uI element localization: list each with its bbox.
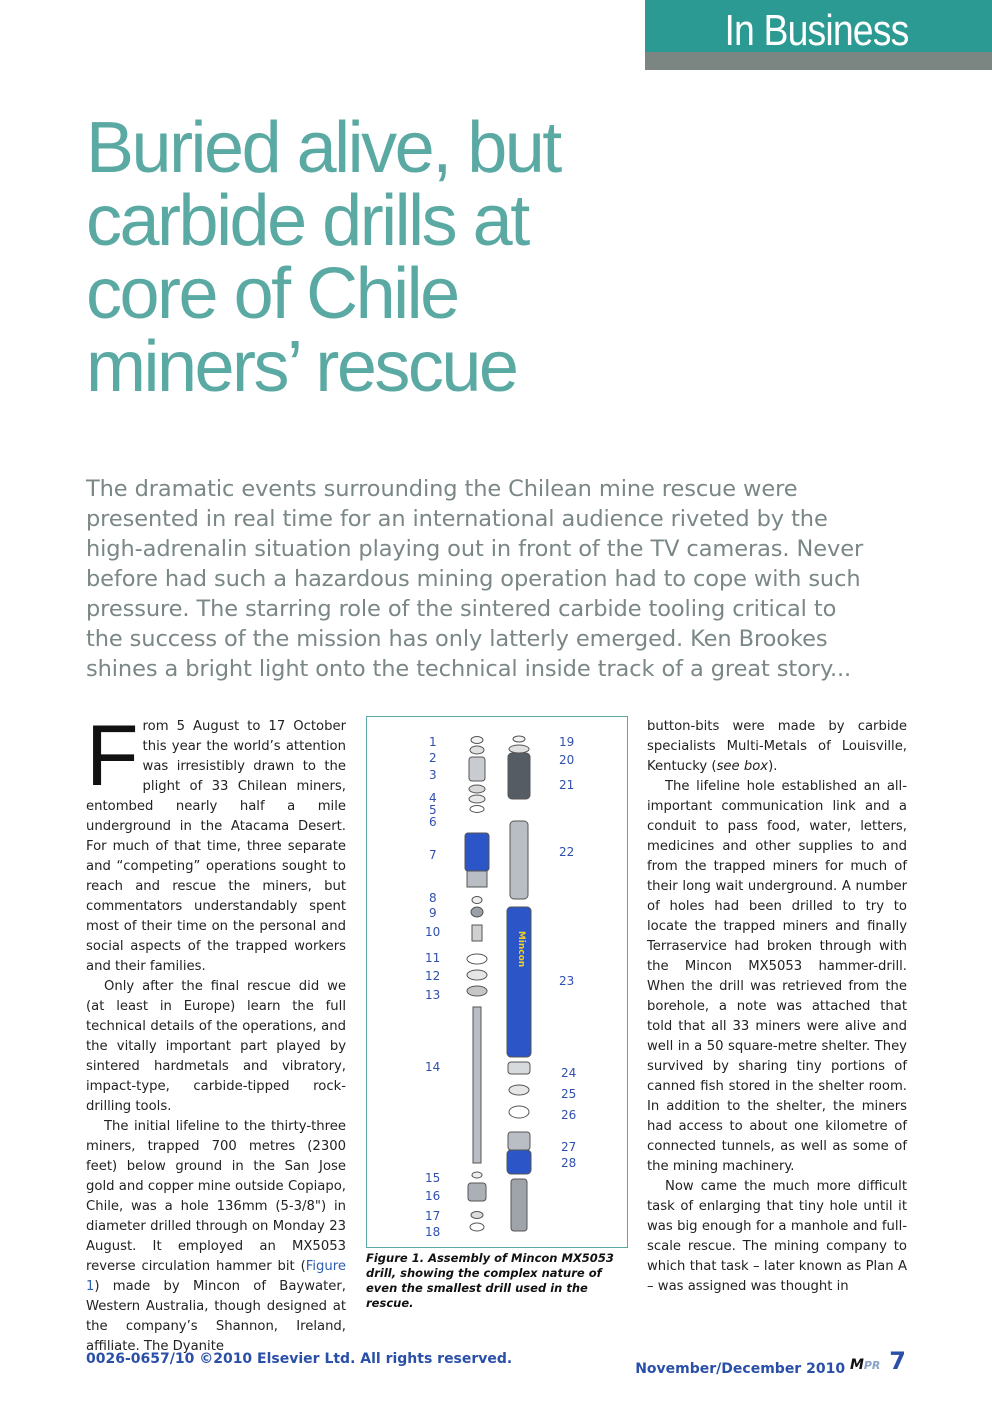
brand-label: Mincon <box>516 930 526 968</box>
part-label: 9 <box>429 906 437 920</box>
part-label: 15 <box>425 1171 441 1185</box>
part-label: 11 <box>425 951 441 965</box>
mpr-logo-pr: PR <box>863 1359 881 1372</box>
drop-cap: F <box>86 708 139 804</box>
part-3 <box>469 757 485 781</box>
standfirst-line: before had such a hazardous mining operation had to cope with such <box>86 566 861 592</box>
standfirst-line: the success of the mission has only latterly emerged. Ken Brookes <box>86 626 828 652</box>
standfirst-line: shines a bright light onto the technical inside track of a great story... <box>86 656 852 682</box>
part-label: 25 <box>561 1087 577 1101</box>
part-18 <box>470 1223 484 1231</box>
paragraph-text: ) made by Mincon of Baywater, Western Australia, though designed at the company’s Shannon, Ireland, affiliate. The Dyanite <box>86 1279 346 1354</box>
part-label: 2 <box>429 751 437 765</box>
part-24 <box>508 1062 530 1074</box>
standfirst-line: presented in real time for an international audience riveted by the <box>86 506 828 532</box>
body-paragraph: Only after the final rescue did we (at least in Europe) learn the full technical details of the operations, and the vitally important part played by sintered hardmetals and vibratory, impact-type, carbide-tipped rock-drilling tools. <box>86 979 346 1114</box>
figure-link[interactable]: Figure 1 <box>86 1259 346 1294</box>
part-14-tube <box>473 1007 481 1163</box>
part-label: 24 <box>561 1066 577 1080</box>
part-17 <box>471 1212 483 1219</box>
part-5 <box>469 795 485 803</box>
page-number: 7 <box>889 1347 906 1375</box>
part-12 <box>467 970 487 980</box>
part-label: 23 <box>559 974 575 988</box>
part-25 <box>509 1085 529 1095</box>
title-line: core of Chile <box>86 254 458 334</box>
title-line: miners’ rescue <box>86 327 517 407</box>
part-label: 27 <box>561 1140 577 1154</box>
part-9 <box>471 907 483 917</box>
part-label: 14 <box>425 1060 441 1074</box>
part-27 <box>508 1132 530 1150</box>
drill-bit <box>511 1179 527 1231</box>
title-line: carbide drills at <box>86 181 528 261</box>
part-label: 12 <box>425 969 441 983</box>
part-label: 28 <box>561 1156 577 1170</box>
part-label: 26 <box>561 1108 577 1122</box>
body-paragraph: The lifeline hole established an all-important communication link and a conduit to pass food, water, letters, medicines and other supplies to and from the trapped miners for much of their long wait underground. A number of holes had been drilled to try to locate the trapped miners and finally Terraservice had broken through with the Mincon MX5053 hammer-drill. When the drill was retrieved from the borehole, a note was attached that told that all 33 miners were alive and well in a 50 square-metre shelter. They survived by sharing tiny portions of canned fish stored in the shelter room. In addition to the shelter, the miners had access to about one kilometre of connected tunnels, as well as some of the mining machinery. <box>647 779 907 1174</box>
paragraph-text: rom 5 August to 17 October this year the world’s attention was irresistibly drawn to the plight of 33 Chilean miners, entombed nearly half a mile underground in the Atacama Desert. For much of that time, three separate and “competing” operations sought to reach and rescue the miners, but commentators understandably spent most of their time on the personal and social aspects of the trapped workers and their families. <box>86 719 346 974</box>
part-label: 10 <box>425 925 441 939</box>
body-paragraph <box>86 708 346 977</box>
part-label: 17 <box>425 1209 441 1223</box>
part-7-blue-sub <box>465 833 489 871</box>
part-28 <box>507 1150 531 1174</box>
drill-assembly-diagram <box>367 717 627 1247</box>
part-22 <box>510 821 528 899</box>
part-19 <box>513 736 525 742</box>
part-8 <box>472 897 482 904</box>
part-16 <box>468 1183 486 1201</box>
part-label: 22 <box>559 845 575 859</box>
body-column-3 <box>647 717 907 1297</box>
part-26 <box>509 1106 529 1118</box>
standfirst <box>86 474 906 684</box>
standfirst-line: pressure. The starring role of the sintered carbide tooling critical to <box>86 596 837 622</box>
part-4 <box>469 785 485 793</box>
part-11 <box>467 954 487 964</box>
part-label: 18 <box>425 1225 441 1239</box>
part-label: 19 <box>559 735 575 749</box>
part-label: 20 <box>559 753 575 767</box>
body-paragraph <box>647 717 907 777</box>
box-reference: see box <box>716 759 769 774</box>
figure-1 <box>366 716 628 1248</box>
part-label: 13 <box>425 988 441 1002</box>
part-6 <box>470 806 484 813</box>
part-label: 6 <box>429 815 437 829</box>
part-20 <box>509 745 529 753</box>
right-part-stack <box>507 736 531 1231</box>
part-label: 5 <box>429 803 437 817</box>
part-23-hammer-body <box>507 907 531 1057</box>
part-label: 1 <box>429 735 437 749</box>
issue-date: November/December 2010 <box>635 1361 846 1377</box>
article-title <box>86 108 646 407</box>
section-tab <box>645 0 992 70</box>
page-footer <box>635 1347 906 1375</box>
part-10 <box>472 925 482 941</box>
body-paragraph: Now came the much more difficult task of enlarging that tiny hole until it was big enough for a manhole and full-scale rescue. The mining company to which that task – later known as Plan A – was assigned was thought in <box>647 1179 907 1294</box>
left-part-stack <box>465 737 489 1232</box>
section-label: In Business <box>724 6 908 55</box>
part-2 <box>470 746 484 754</box>
paragraph-text: button-bits were made by carbide specialists Multi-Metals of Louisville, Kentucky ( <box>647 719 907 774</box>
paragraph-text: The initial lifeline to the thirty-three miners, trapped 700 metres (2300 feet) below ground in the San Jose gold and copper mine outside Copiapo, Chile, was a hole 136mm (5-3/8") in diameter drilled through on Monday 23 August. It employed an MX5053 reverse circulation hammer bit ( <box>86 1119 346 1274</box>
paragraph-text: ). <box>768 759 778 774</box>
part-15 <box>472 1172 482 1178</box>
part-label: 3 <box>429 768 437 782</box>
part-7-thread <box>467 871 487 887</box>
part-label: 4 <box>429 791 437 805</box>
title-line: Buried alive, but <box>86 108 560 188</box>
part-label: 8 <box>429 891 437 905</box>
part-label: 7 <box>429 848 437 862</box>
part-21 <box>508 753 530 799</box>
copyright-footer: 0026-0657/10 ©2010 Elsevier Ltd. All rights reserved. <box>86 1351 513 1367</box>
body-column-1 <box>86 708 346 1357</box>
part-1 <box>471 737 483 744</box>
part-label: 16 <box>425 1189 441 1203</box>
part-label: 21 <box>559 778 575 792</box>
part-13 <box>467 986 487 996</box>
standfirst-line: high-adrenalin situation playing out in front of the TV cameras. Never <box>86 536 864 562</box>
figure-caption: Figure 1. Assembly of Mincon MX5053 drill, showing the complex nature of even the smallest drill used in the rescue. <box>366 1251 614 1310</box>
standfirst-line: The dramatic events surrounding the Chilean mine rescue were <box>86 476 798 502</box>
body-paragraph <box>86 1117 346 1357</box>
mpr-logo-m: M <box>849 1357 864 1373</box>
